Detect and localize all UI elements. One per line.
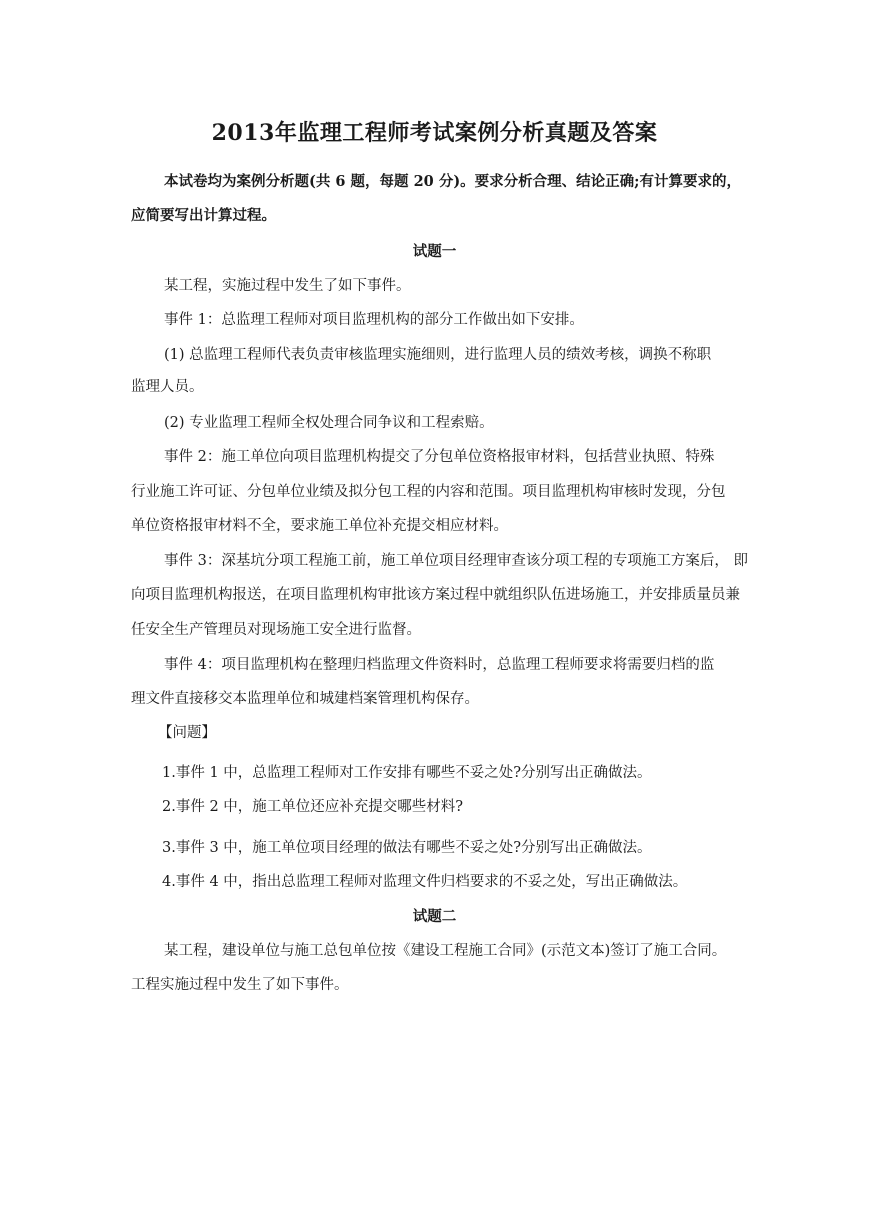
q1-paragraph: 任安全生产管理员对现场施工安全进行监督。 [131, 622, 421, 638]
q1-paragraph: 某工程，实施过程中发生了如下事件。 [164, 278, 411, 294]
q1-paragraph: 事件 4：项目监理机构在整理归档监理文件资料时，总监理工程师要求将需要归档的监 [164, 657, 715, 673]
question-item: 4.事件 4 中，指出总监理工程师对监理文件归档要求的不妥之处，写出正确做法。 [162, 874, 688, 890]
questions-heading: 【问题】 [158, 725, 216, 741]
question-item: 2.事件 2 中，施工单位还应补充提交哪些材料? [162, 799, 464, 815]
intro-line-2: 应简要写出计算过程。 [131, 207, 276, 224]
q1-paragraph: 向项目监理机构报送，在项目监理机构审批该方案过程中就组织队伍进场施工，并安排质量员兼 [131, 587, 740, 603]
q2-paragraph: 工程实施过程中发生了如下事件。 [131, 977, 349, 993]
question-item: 1.事件 1 中，总监理工程师对工作安排有哪些不妥之处?分别写出正确做法。 [162, 765, 652, 781]
q1-paragraph: 事件 3：深基坑分项工程施工前，施工单位项目经理审查该分项工程的专项施工方案后， 即 [164, 553, 748, 569]
question-1-heading: 试题一 [412, 243, 457, 260]
q1-paragraph: 监理人员。 [131, 379, 204, 395]
question-item: 3.事件 3 中，施工单位项目经理的做法有哪些不妥之处?分别写出正确做法。 [162, 840, 652, 856]
q1-paragraph: 单位资格报审材料不全，要求施工单位补充提交相应材料。 [131, 518, 508, 534]
q1-paragraph: 理文件直接移交本监理单位和城建档案管理机构保存。 [131, 691, 479, 707]
q2-paragraph: 某工程，建设单位与施工总包单位按《建设工程施工合同》(示范文本)签订了施工合同。 [164, 943, 727, 959]
q1-paragraph: (2) 专业监理工程师全权处理合同争议和工程索赔。 [164, 415, 494, 431]
intro-line-1: 本试卷均为案例分析题(共 6 题，每题 20 分)。要求分析合理、结论正确;有计算要求的， [164, 173, 742, 190]
q1-paragraph: (1) 总监理工程师代表负责审核监理实施细则，进行监理人员的绩效考核，调换不称职 [164, 347, 712, 363]
q1-paragraph: 行业施工许可证、分包单位业绩及拟分包工程的内容和范围。项目监理机构审核时发现，分包 [131, 484, 726, 500]
document-title: 2013年监理工程师考试案例分析真题及答案 [211, 120, 658, 146]
question-2-heading: 试题二 [412, 908, 457, 925]
q1-paragraph: 事件 1：总监理工程师对项目监理机构的部分工作做出如下安排。 [164, 312, 584, 328]
q1-paragraph: 事件 2：施工单位向项目监理机构提交了分包单位资格报审材料，包括营业执照、特殊 [164, 449, 715, 465]
